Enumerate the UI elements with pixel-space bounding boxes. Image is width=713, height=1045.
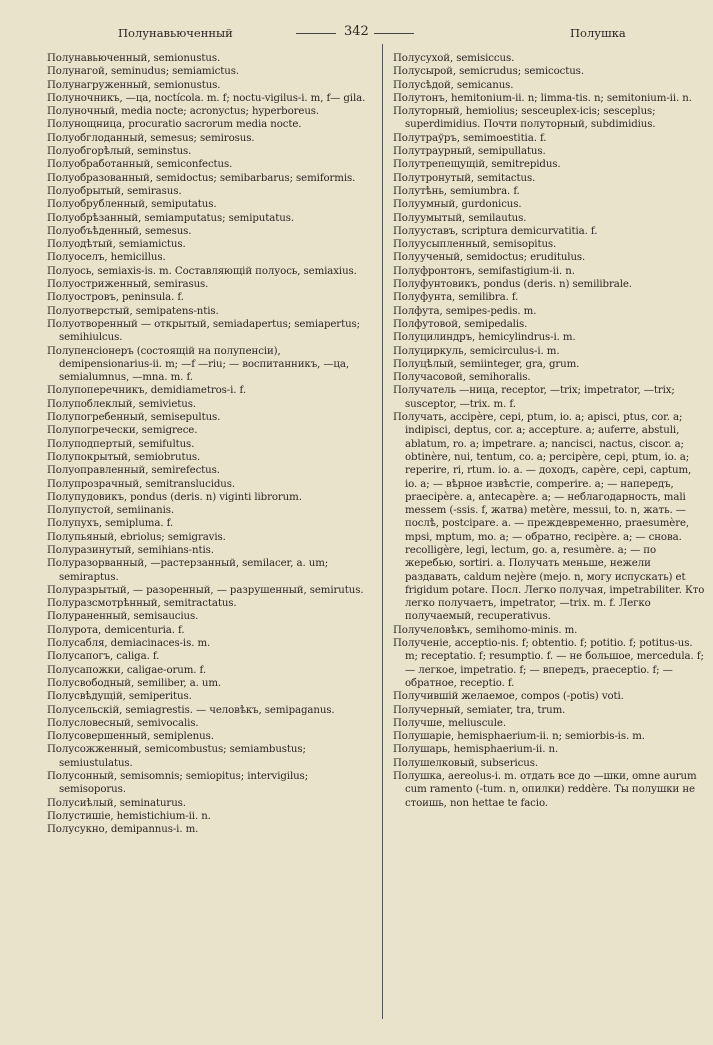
dictionary-entry: Полуобработанный, semiconfectus. [47, 159, 233, 171]
dictionary-entry: Полусовершенный, semiplenus. [47, 731, 214, 743]
dictionary-entry: Полусвободный, semiliber, a. um. [47, 677, 222, 689]
dictionary-entry: Полуотверстый, semipatens-ntis. [47, 305, 219, 317]
dictionary-entry: Полусырой, semicrudus; semicoctus. [393, 66, 584, 78]
dictionary-entry: Полуторный, hemiolius; sesceuplex-icis; sesceplus; superdimidius. Почти полуторный, subdimidius. [393, 106, 656, 131]
dictionary-entry: Полушаріе, hemisphaerium-ii. n; semiorbis-is. m. [393, 731, 645, 743]
dictionary-entry: Полусухой, semisiccus. [393, 53, 515, 64]
running-head-right: Полушка [570, 26, 626, 40]
dictionary-entry: Полуумный, gurdonicus. [393, 199, 522, 211]
dictionary-entry: Полутѣнь, semiumbra. f. [393, 185, 520, 197]
dictionary-entry: Получше, meliuscule. [393, 717, 506, 729]
dictionary-entry: Полуразинутый, semihians-ntis. [47, 544, 214, 556]
dictionary-entry: Полуобглоданный, semesus; semirosus. [47, 132, 255, 144]
dictionary-entry: Полупоблеклый, semivietus. [47, 398, 196, 410]
dictionary-entry: Полуночникъ, —ца, noctícola. m. f; noctu-vigilus-i. m, f— gila. [47, 92, 366, 104]
dictionary-entry: Полуобрѣзанный, semiamputatus; semiputatus. [47, 212, 294, 224]
dictionary-entry: Получатель —ница, receptor, —trix; impetrator, —trix; susceptor, —trix. m. f. [393, 385, 675, 410]
dictionary-entry: Полушелковый, subsericus. [393, 757, 538, 769]
dictionary-entry: Полупустой, semiinanis. [47, 505, 175, 517]
dictionary-entry: Полусабля, demiacinaces-is. m. [47, 638, 211, 650]
dictionary-entry: Полусиѣлый, seminaturus. [47, 797, 186, 809]
dictionary-entry: Полученіе, acceptio-nis. f; obtentio. f; potitio. f; potitus-us. m; receptatio. f; resumptio. f. — не большое, mercedula. f; — легкое, impetratio. f; — впередъ, praeceptio. f; — обратное, receptio. f. [393, 638, 704, 689]
dictionary-entry: Получасовой, semihoralis. [393, 372, 531, 384]
dictionary-entry: Полуусыпленный, semisopitus. [393, 239, 557, 251]
dictionary-entry: Полушарь, hemisphaerium-ii. n. [393, 744, 559, 756]
dictionary-entry: Полусельскій, semiagrestis. — человѣкъ, semipaganus. [47, 704, 335, 716]
dictionary-entry: Полуцѣлый, semiinteger, gra, grum. [393, 358, 580, 370]
dictionary-entry: Полутрепещущій, semitrepidus. [393, 159, 561, 171]
dictionary-entry: Полупогребенный, semisepultus. [47, 412, 221, 424]
dictionary-entry: Полуось, semiaxis-is. m. Составляющій полуось, semiaxius. [47, 265, 357, 277]
dictionary-entry: Получеловѣкъ, semihomo-minis. m. [393, 624, 578, 636]
dictionary-entry: Полуобгорѣлый, seminstus. [47, 146, 192, 158]
header-dash-right [374, 33, 414, 34]
column-divider [382, 44, 383, 1019]
dictionary-entry: Получившій желаемое, compos (-potis) voti. [393, 691, 624, 703]
dictionary-entry: Полуподпертый, semifultus. [47, 438, 195, 450]
dictionary-entry: Полусловесный, semivocalis. [47, 717, 199, 729]
dictionary-entry: Полутонъ, hemitonium-ii. n; limma-tis. n; semitonium-ii. n. [393, 92, 692, 104]
dictionary-entry: Получерный, semiater, tra, trum. [393, 704, 566, 716]
dictionary-entry: Полутраўръ, semimoestitia. f. [393, 132, 547, 144]
dictionary-entry: Полуоправленный, semirefectus. [47, 465, 220, 477]
dictionary-entry: Полуфронтонъ, semifastigium-ii. n. [393, 265, 575, 277]
dictionary-entry: Полупенсіонеръ (состоящій на полупенсіи), demipensionarius-ii. m; —f —riu; — воспитанникъ, —ца, semialumnus, —mna. m. f. [47, 345, 349, 384]
dictionary-entry: Полуциркуль, semicirculus-i. m. [393, 345, 560, 357]
dictionary-entry: Полуразрытый, — разоренный, — разрушенный, semirutus. [47, 584, 364, 596]
dictionary-entry: Полупухъ, semipluma. f. [47, 518, 174, 530]
dictionary-entry: Полутронутый, semitactus. [393, 172, 536, 184]
dictionary-entry: Полуобразованный, semidoctus; semibarbarus; semiformis. [47, 172, 356, 184]
dictionary-entry: Полуразорванный, —растерзанный, semilacer, a. um; semiraptus. [47, 558, 329, 583]
dictionary-entry: Полуцилиндръ, hemicylindrus-i. m. [393, 332, 576, 344]
dictionary-entry: Полуодѣтый, semiamictus. [47, 239, 186, 251]
dictionary-entry: Полуобрубленный, semiputatus. [47, 199, 217, 211]
dictionary-entry: Полуоселъ, hemicillus. [47, 252, 166, 264]
dictionary-entry: Полуотворенный — открытый, semiadapertus; semiapertus; semihiulcus. [47, 318, 360, 344]
page-number: 342 [344, 24, 369, 39]
running-head-left: Полунавьюченный [118, 26, 233, 40]
dictionary-entry: Полурота, demicenturia. f. [47, 624, 185, 636]
dictionary-entry: Полупокрытый, semiobrutus. [47, 451, 201, 463]
dictionary-entry: Полуостриженный, semirasus. [47, 279, 209, 291]
dictionary-entry: Полусѣдой, semicanus. [393, 79, 514, 91]
dictionary-entry: Полунавьюченный, semionustus. [47, 53, 221, 64]
dictionary-entry: Полуфунта, semilibra. f. [393, 292, 519, 304]
dictionary-entry: Полуумытый, semilautus. [393, 212, 527, 224]
dictionary-entry: Полуобрытый, semirasus. [47, 185, 182, 197]
dictionary-entry: Полупогречески, semigrece. [47, 425, 198, 437]
dictionary-entry: Полунощница, procuratio sacrorum media nocte. [47, 119, 302, 131]
dictionary-entry: Полусожженный, semicombustus; semiambustus; semiustulatus. [47, 744, 306, 769]
dictionary-entry: Полуобъѣденный, semesus. [47, 225, 192, 237]
dictionary-entry: Полфута, semipes-pedis. m. [393, 305, 537, 317]
dictionary-entry: Полупьяный, ebriolus; semigravis. [47, 531, 226, 543]
dictionary-entry: Получать, accipère, cepi, ptum, io. a; apisci, ptus, cor. a; indipisci, deptus, cor. a; accepture. a; auferre, abstuli, ablatum, ro. a; impetrare. a; nancisci, nactus, ciscor. a; obtinère, nui, tentum, co. a; percipère, cepi, ptum, io. a; reperire, ri, rtum. io. a. — доходъ, capère, cepi, captum, io. a; — вѣрное извѣстіе, comperire. a; — напередъ, praecipère. a, antecapère. a; — неблагодарность, mali messem (-ssis. f, жатва) metère, messui, to. n, жать. — послѣ, postcipare. a. — преждевременно, praesumère, mpsi, mptum, mo. a; — обратно, recipère. a; — снова. recolligère, legi, lectum, go. a, resumère. a; — по жеребью, sortiri. a. Получать меньше, нежели раздавать, caldum nejère (mejo. n, могу испускать) et frigidum potare. Посл. Легко получая, impetrabiliter. Кто легко получаетъ, impetrator, —trix. m. f. Легко получаемый, recuperativus. [393, 412, 705, 623]
dictionary-entry: Полуученый, semidoctus; eruditulus. [393, 252, 586, 264]
dictionary-entry: Полупоперечникъ, demidiametros-i. f. [47, 385, 246, 397]
left-column [47, 52, 373, 837]
dictionary-entry: Полупрозрачный, semitranslucidus. [47, 478, 236, 490]
right-column [393, 52, 705, 810]
dictionary-entry: Полусапогъ, caliga. f. [47, 651, 160, 663]
dictionary-entry: Полуостровъ, peninsula. f. [47, 292, 184, 304]
dictionary-entry: Полуночный, media nocte; acronyctus; hyperboreus. [47, 106, 320, 118]
dictionary-entry: Полупудовикъ, pondus (deris. n) viginti librorum. [47, 491, 302, 503]
dictionary-entry: Полуразсмотрѣнный, semitractatus. [47, 598, 237, 610]
dictionary-entry: Полутраурный, semipullatus. [393, 146, 546, 158]
dictionary-entry: Полфутовой, semipedalis. [393, 318, 528, 330]
dictionary-entry: Полунагруженный, semionustus. [47, 79, 221, 91]
header-dash-left [296, 33, 336, 34]
dictionary-entry: Полуфунтовикъ, pondus (deris. n) semilibrale. [393, 279, 632, 291]
dictionary-entry: Полусапожки, caligae-orum. f. [47, 664, 207, 676]
dictionary-entry: Полустишіе, hemistichium-ii. n. [47, 810, 211, 822]
dictionary-entry: Полураненный, semisaucius. [47, 611, 199, 623]
dictionary-entry: Полунагой, seminudus; semiamictus. [47, 66, 239, 78]
dictionary-entry: Полушка, aereolus-i. m. отдать все до —шки, omne aurum cum ramento (-tum. n, опилки) reddère. Ты полушки не стоишь, non hettae te facio. [393, 771, 697, 809]
dictionary-entry: Полусукно, demipannus-i. m. [47, 824, 199, 836]
dictionary-entry: Полусонный, semisomnis; semiopitus; intervigilus; semisoporus. [47, 771, 309, 796]
dictionary-entry: Полууставъ, scriptura demicurvatitia. f. [393, 225, 598, 237]
dictionary-entry: Полусвѣдущій, semiperitus. [47, 691, 192, 703]
